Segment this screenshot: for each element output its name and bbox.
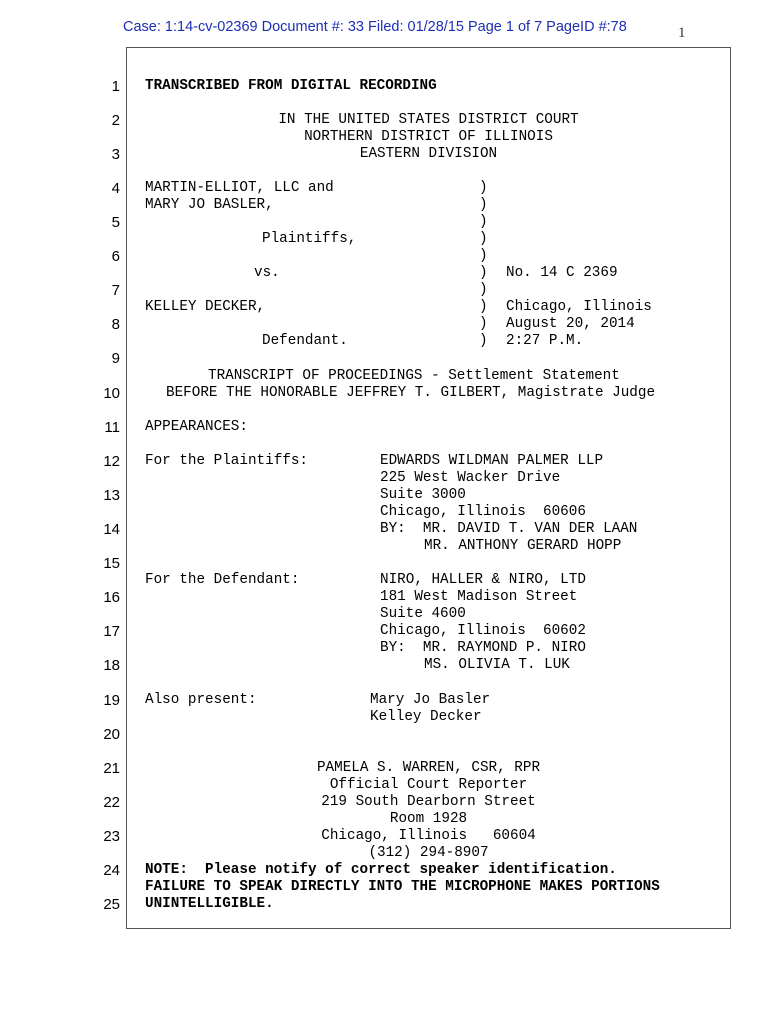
proceedings-line-1: TRANSCRIPT OF PROCEEDINGS - Settlement Statement [208, 368, 620, 384]
court-line-3: EASTERN DIVISION [359, 146, 498, 162]
reporter-address-1: 219 South Dearborn Street [321, 794, 536, 810]
page-number: 1 [678, 25, 686, 41]
reporter-address-2: Room 1928 [389, 811, 468, 827]
line-number: 15 [103, 555, 120, 572]
defendant-counsel-label: For the Defendant: [145, 572, 300, 588]
versus-label: vs. [254, 265, 280, 281]
paren: ) [479, 248, 488, 264]
plaintiffs-address-2: Suite 3000 [380, 487, 466, 503]
paren: ) [479, 180, 488, 196]
proceedings-line-2: BEFORE THE HONORABLE JEFFREY T. GILBERT, Magistrate Judge [166, 385, 656, 401]
line-number: 11 [104, 419, 120, 436]
line-number: 19 [103, 692, 120, 709]
court-line-1: IN THE UNITED STATES DISTRICT COURT [278, 112, 579, 128]
plaintiffs-label: Plaintiffs, [262, 231, 357, 247]
line-number: 14 [103, 521, 120, 538]
note-line-1: NOTE: Please notify of correct speaker identification. [145, 862, 617, 878]
line-number: 18 [103, 657, 120, 674]
line-number: 10 [103, 385, 120, 402]
transcript-title: TRANSCRIBED FROM DIGITAL RECORDING [145, 78, 437, 94]
line-number: 8 [111, 316, 120, 333]
case-header: Case: 1:14-cv-02369 Document #: 33 Filed: 01/28/15 Page 1 of 7 PageID #:78 [123, 19, 627, 35]
line-number: 2 [111, 112, 120, 129]
note-line-2: FAILURE TO SPEAK DIRECTLY INTO THE MICROPHONE MAKES PORTIONS [145, 879, 660, 895]
line-number: 7 [111, 282, 120, 299]
defendant-address-3: Chicago, Illinois 60602 [380, 623, 586, 639]
defendant-address-2: Suite 4600 [380, 606, 466, 622]
appearances-label: APPEARANCES: [145, 419, 248, 435]
paren: ) [479, 333, 488, 349]
paren: ) [479, 265, 488, 281]
line-number: 12 [103, 453, 120, 470]
paren: ) [479, 299, 488, 315]
defendant-name: KELLEY DECKER, [145, 299, 266, 315]
paren: ) [479, 316, 488, 332]
line-number: 20 [103, 726, 120, 743]
line-number: 5 [111, 214, 120, 231]
reporter-title: Official Court Reporter [329, 777, 528, 793]
note-line-3: UNINTELLIGIBLE. [145, 896, 274, 912]
line-number: 21 [103, 760, 120, 777]
line-number: 1 [111, 78, 120, 95]
reporter-name: PAMELA S. WARREN, CSR, RPR [316, 760, 541, 776]
hearing-date: August 20, 2014 [506, 316, 635, 332]
plaintiffs-counsel-label: For the Plaintiffs: [145, 453, 309, 469]
plaintiff-name-2: MARY JO BASLER, [145, 197, 274, 213]
court-line-2: NORTHERN DISTRICT OF ILLINOIS [304, 129, 553, 145]
line-number: 17 [103, 623, 120, 640]
line-number: 25 [103, 896, 120, 913]
paren: ) [479, 197, 488, 213]
case-number: No. 14 C 2369 [506, 265, 618, 281]
reporter-phone: (312) 294-8907 [368, 845, 489, 861]
line-number: 24 [103, 862, 120, 879]
defendant-address-1: 181 West Madison Street [380, 589, 578, 605]
line-number: 16 [103, 589, 120, 606]
defendant-firm: NIRO, HALLER & NIRO, LTD [380, 572, 586, 588]
reporter-address-3: Chicago, Illinois 60604 [321, 828, 536, 844]
line-number: 9 [111, 350, 120, 367]
hearing-location: Chicago, Illinois [506, 299, 652, 315]
hearing-time: 2:27 P.M. [506, 333, 584, 349]
also-present-person-2: Kelley Decker [370, 709, 482, 725]
paren: ) [479, 214, 488, 230]
paren: ) [479, 282, 488, 298]
plaintiffs-attorney-1: BY: MR. DAVID T. VAN DER LAAN [380, 521, 638, 537]
also-present-person-1: Mary Jo Basler [370, 692, 491, 708]
defendant-attorney-2: MS. OLIVIA T. LUK [424, 657, 570, 673]
defendant-attorney-1: BY: MR. RAYMOND P. NIRO [380, 640, 586, 656]
plaintiffs-address-3: Chicago, Illinois 60606 [380, 504, 586, 520]
line-number: 4 [111, 180, 120, 197]
plaintiffs-firm: EDWARDS WILDMAN PALMER LLP [380, 453, 604, 469]
line-number: 3 [111, 146, 120, 163]
plaintiff-name-1: MARTIN-ELLIOT, LLC and [145, 180, 334, 196]
line-number: 6 [111, 248, 120, 265]
plaintiffs-address-1: 225 West Wacker Drive [380, 470, 561, 486]
paren: ) [479, 231, 488, 247]
defendant-label: Defendant. [262, 333, 348, 349]
plaintiffs-attorney-2: MR. ANTHONY GERARD HOPP [424, 538, 622, 554]
line-number: 23 [103, 828, 120, 845]
also-present-label: Also present: [145, 692, 257, 708]
line-number: 13 [103, 487, 120, 504]
line-number: 22 [103, 794, 120, 811]
